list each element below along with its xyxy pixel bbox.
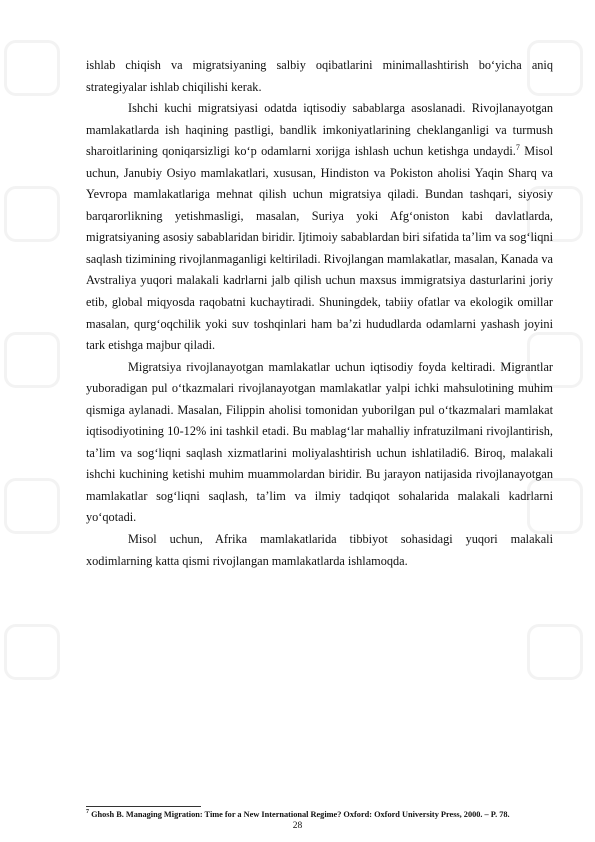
watermark-tile	[527, 624, 583, 680]
paragraph	[86, 98, 553, 357]
footnote	[86, 809, 553, 820]
footnote-reference[interactable]: 7	[515, 143, 520, 153]
watermark-tile	[4, 624, 60, 680]
footnote-divider	[86, 806, 201, 807]
watermark-tile	[4, 478, 60, 534]
watermark-tile	[4, 332, 60, 388]
watermark-left	[4, 40, 68, 680]
body-text	[86, 55, 553, 572]
footnote-marker: 7	[86, 809, 89, 816]
paragraph: ishlab chiqish va migratsiyaning salbiy oqibatlarini minimallashtirish bo‘yicha aniq strategiyalar ishlab chiqilishi kerak.	[86, 58, 553, 94]
paragraph: Misol uchun, Afrika mamlakatlarida tibbiyot sohasidagi yuqori malakali xodimlarning katta qismi rivojlangan mamlakatlarda ishlamoqda.	[86, 532, 553, 568]
paragraph-text: Ishchi kuchi migratsiyasi odatda iqtisodiy sabablarga asoslanadi. Rivojlanayotgan mamlakatlarda ish haqining pastligi, bandlik imkoniyatlarining cheklanganligi va turmush sharoitlarining qoniqarsizligi ko‘p odamlarni xorijga ishlash uchun ketishga undaydi.	[86, 101, 553, 159]
watermark-tile	[4, 186, 60, 242]
footnote-text: Ghosh B. Managing Migration: Time for a New International Regime? Oxford: Oxford University Press, 2000. – P. 78.	[91, 810, 510, 819]
paragraph-text: Misol uchun, Janubiy Osiyo mamlakatlari, xususan, Hindiston va Pokiston aholisi Yaqin Sharq va Yevropa mamlakatlariga mehnat qilish uchun migratsiya qiladi. Bundan tashqari, siyosiy barqarorlikning yetishmasligi, masalan, Suriya yoki Afg‘oniston kabi davlatlarda, migratsiyaning asosiy sabablaridan biridir. Ijtimoiy sabablardan biri sifatida ta’lim va sog‘liqni saqlash tizimining rivojlanmaganligi keltiriladi. Rivojlangan mamlakatlar, masalan, Kanada va Avstraliya yuqori malakali kadrlarni jalb qilish uchun maxsus immigratsiya dasturlarini joriy etib, global miqyosda raqobatni kuchaytiradi. Shuningdek, tabiiy ofatlar va ekologik omillar masalan, qurg‘oqchilik yoki suv toshqinlari ham ba’zi hududlarda odamlarni yashash joyini tark etishga majbur qiladi.	[86, 144, 553, 353]
page-number: 28	[292, 821, 303, 831]
watermark-tile	[4, 40, 60, 96]
paragraph: Migratsiya rivojlanayotgan mamlakatlar uchun iqtisodiy foyda keltiradi. Migrantlar yuboradigan pul o‘tkazmalari rivojlanayotgan mamlakatlar yalpi ichki mahsulotining muhim qismiga aylanadi. Masalan, Filippin aholisi tomonidan yuborilgan pul o‘tkazmalari mamlakat iqtisodiyotining 10-12% ini tashkil etadi. Bu mablag‘lar mahalliy infratuzilmani rivojlantirish, ta’lim va sog‘liqni saqlash xizmatlarini moliyalashtirish uchun ishlatiladi6. Biroq, malakali ishchi kuchining ketishi muhim muammolardan biridir. Bu jarayon natijasida rivojlanayotgan mamlakatlar sog‘liqni saqlash, ta’lim va ilmiy tadqiqot sohalarida malakali kadrlarni yo‘qotadi.	[86, 359, 553, 525]
